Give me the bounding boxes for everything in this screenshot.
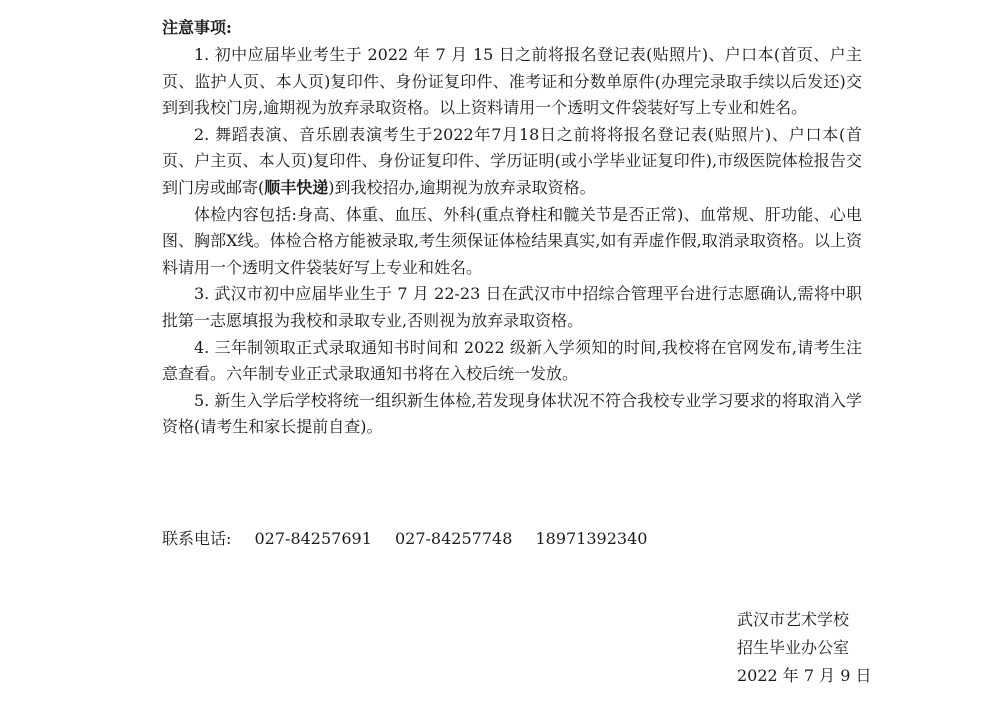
notice-health-check (162, 202, 862, 282)
notice-heading: 注意事项: (162, 18, 232, 37)
signature-school: 武汉市艺术学校 (737, 610, 850, 629)
notice-item-2-emphasis: 顺丰快递 (264, 177, 329, 197)
contact-line (162, 527, 647, 551)
notice-item-1 (162, 42, 862, 122)
notice-body (162, 42, 862, 441)
contact-phone-1: 027-84257691 (254, 529, 372, 548)
notice-item-1-text: 1. 初中应届毕业考生于 2022 年 7 月 15 日之前将报名登记表(贴照片)、户口本(首页、户主页、监护人页、本人页)复印件、身份证复印件、准考证和分数单原件(办理完录取手续以后发还)交到到我校门房,逾期视为放弃录取资格。以上资料请用一个透明文件袋装好写上专业和姓名。 (162, 45, 862, 118)
notice-item-4 (162, 335, 862, 388)
contact-label: 联系电话: (162, 529, 232, 548)
signature-block (737, 606, 872, 690)
contact-phone-3: 18971392340 (535, 529, 648, 548)
contact-phone-2: 027-84257748 (394, 529, 513, 548)
signature-date: 2022 年 7 月 9 日 (737, 666, 872, 685)
signature-office: 招生毕业办公室 (737, 638, 850, 657)
notice-health-check-text: 体检内容包括:身高、体重、血压、外科(重点脊柱和髋关节是否正常)、血常规、肝功能、心电图、胸部X线。体检合格方能被录取,考生须保证体检结果真实,如有弄虚作假,取消录取资格。以上资料请用一个透明文件袋装好写上专业和姓名。 (162, 204, 862, 277)
notice-item-5-text: 5. 新生入学后学校将统一组织新生体检,若发现身体状况不符合我校专业学习要求的将取消入学资格(请考生和家长提前自查)。 (162, 390, 862, 437)
notice-item-5 (162, 388, 862, 441)
notice-item-3 (162, 281, 862, 334)
notice-item-2-text-c: )到我校招办,逾期视为放弃录取资格。 (328, 177, 596, 197)
notice-item-3-text: 3. 武汉市初中应届毕业生于 7 月 22-23 日在武汉市中招综合管理平台进行志愿确认,需将中职批第一志愿填报为我校和录取专业,否则视为放弃录取资格。 (162, 284, 862, 330)
notice-item-2-text-a: 2. 舞蹈表演、音乐剧表演考生于2022年7月18日之前将将报名登记表(贴照片)、户口本(首页、户主页、本人页)复印件、身份证复印件、学历证明(或小学毕业证复印件),市级医院体检报告交到门房或邮寄( (162, 124, 862, 197)
notice-item-4-text: 4. 三年制领取正式录取通知书时间和 2022 级新入学须知的时间,我校将在官网发布,请考生注意查看。六年制专业正式录取通知书将在入校后统一发放。 (162, 337, 862, 384)
notice-item-2 (162, 122, 862, 202)
